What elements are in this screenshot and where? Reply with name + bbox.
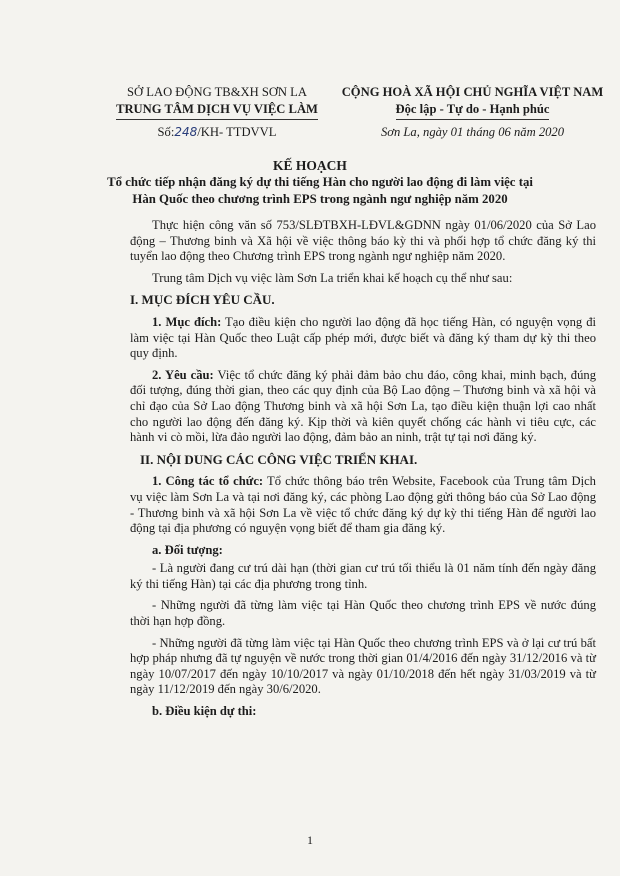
- document-body: [130, 218, 596, 723]
- nation-title: CỘNG HOÀ XÃ HỘI CHỦ NGHĨA VIỆT NAM: [341, 85, 604, 99]
- nation-header: [330, 84, 615, 141]
- handwritten-number: 248: [174, 125, 198, 139]
- document-title: KẾ HOẠCH: [273, 158, 347, 173]
- document-date: Sơn La, ngày 01 tháng 06 năm 2020: [380, 125, 565, 139]
- national-motto: Độc lập - Tự do - Hạnh phúc: [396, 101, 550, 120]
- purpose-paragraph: 1. Mục đích: Tạo điều kiện cho người lao động đã học tiếng Hàn, có nguyện vọng đi làm việc tại Hàn Quốc theo Luật cấp phép mới, được biết và đăng ký tham dự kỳ thi theo quy định.: [130, 314, 596, 361]
- eligibility-item: - Là người đang cư trú dài hạn (thời gian cư trú tối thiểu là 01 năm tính đến ngày đăng ký thi tiếng Hàn) tại các địa phương trong tỉnh.: [130, 561, 596, 591]
- section-heading: I. MỤC ĐÍCH YÊU CẦU.: [130, 292, 275, 308]
- section-heading: II. NỘI DUNG CÁC CÔNG VIỆC TRIỂN KHAI.: [140, 451, 418, 467]
- document-subtitle: Tổ chức tiếp nhận đăng ký dự thi tiếng Hàn cho người lao động đi làm việc tại Hàn Quốc theo chương trình EPS trong ngành ngư nghiệp năm 2020: [107, 175, 533, 206]
- issuer-header: [112, 84, 322, 141]
- eligibility-item: - Những người đã từng làm việc tại Hàn Quốc theo chương trình EPS và ở lại cư trú bất hợp pháp nhưng đã tự nguyện về nước trong thời gian 01/4/2016 đến ngày 31/12/2016 và từ ngày 10/07/2017 đến ngày 10/10/2017 và ngày 01/10/2018 đến hết ngày 31/03/2019 và từ ngày 11/12/2019 đến ngày 30/6/2020.: [130, 635, 596, 697]
- document-number: Số:248/KH- TTDVVL: [157, 125, 277, 139]
- issuer-parent-org: SỞ LAO ĐỘNG TB&XH SƠN LA: [127, 85, 307, 99]
- intro-paragraph: Trung tâm Dịch vụ việc làm Sơn La triển khai kế hoạch cụ thể như sau:: [152, 270, 513, 285]
- subsection-heading: a. Đối tượng:: [152, 542, 223, 557]
- organization-paragraph: 1. Công tác tổ chức: Tổ chức thông báo trên Website, Facebook của Trung tâm Dịch vụ việc làm Sơn La và tại nơi đăng ký, các phòng Lao động gửi thông báo của Sở Lao động - Thương binh và xã hội Sơn La về việc tổ chức đăng ký dự kỳ thi tiếng Hàn để người lao động tại địa phương có nguyện vọng biết để tham gia đăng ký.: [130, 474, 596, 536]
- eligibility-item: - Những người đã từng làm việc tại Hàn Quốc theo chương trình EPS về nước đúng thời hạn hợp đồng.: [130, 598, 596, 629]
- intro-paragraph: Thực hiện công văn số 753/SLĐTBXH-LĐVL&GDNN ngày 01/06/2020 của Sở Lao động – Thương binh và Xã hội về việc thông báo kỳ thi và phối hợp tổ chức đăng ký thi tuyển lao động theo Chương trình EPS trong ngành ngư nghiệp năm 2020.: [130, 218, 596, 264]
- issuer-org: TRUNG TÂM DỊCH VỤ VIỆC LÀM: [116, 101, 318, 120]
- subsection-heading: b. Điều kiện dự thi:: [152, 704, 257, 719]
- page-number: 1: [307, 833, 313, 847]
- requirements-paragraph: 2. Yêu cầu: Việc tổ chức đăng ký phải đảm bảo chu đáo, công khai, minh bạch, đúng đối tượng, đúng thời gian, theo các quy định của Bộ Lao động – Thương binh và xã hội và chỉ đạo của Sở Lao động Thương binh và xã hội Sơn La, tạo điều kiện thuận lợi cao nhất cho người lao động đến đăng ký. Kịp thời và kiên quyết chống các hành vi tiêu cực, các hành vi cò mồi, lừa đảo người lao động, đảm bảo an ninh, trật tự tại nơi đăng ký.: [130, 367, 596, 445]
